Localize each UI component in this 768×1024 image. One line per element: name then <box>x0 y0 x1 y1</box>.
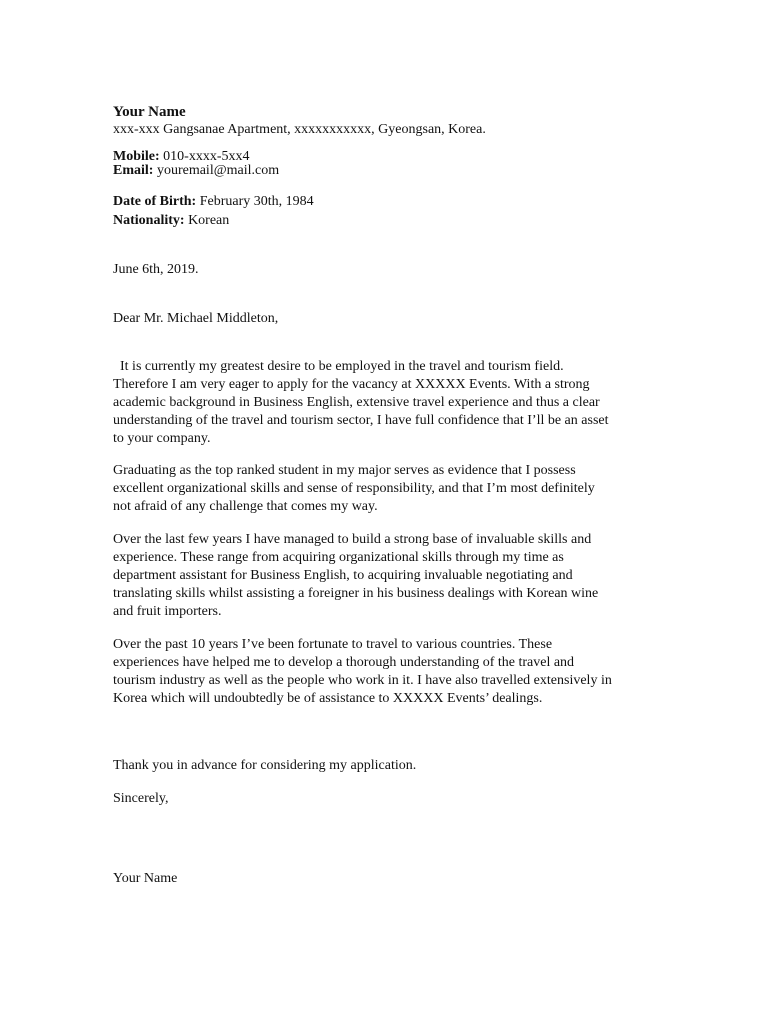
body-paragraph-1 <box>113 358 658 448</box>
letter-page <box>113 0 658 1024</box>
paragraph-line: Over the past 10 years I’ve been fortunate to travel to various countries. These <box>113 637 553 652</box>
sender-address: xxx-xxx Gangsanae Apartment, xxxxxxxxxxx, Gyeongsan, Korea. <box>113 122 486 137</box>
email-line <box>113 162 279 179</box>
sender-name: Your Name <box>113 104 186 120</box>
body-paragraph-4 <box>113 636 658 708</box>
paragraph-line: It is currently my greatest desire to be employed in the travel and tourism field. <box>113 359 564 374</box>
dob-label: Date of Birth: <box>113 194 197 209</box>
paragraph-line: and fruit importers. <box>113 604 222 619</box>
email-label: Email: <box>113 163 154 178</box>
nationality-line <box>113 212 229 229</box>
paragraph-line: experiences have helped me to develop a thorough understanding of the travel and <box>113 655 575 670</box>
paragraph-line: experience. These range from acquiring organizational skills through my time as <box>113 550 564 565</box>
paragraph-line: Therefore I am very eager to apply for the vacancy at XXXXX Events. With a strong <box>113 377 590 392</box>
paragraph-line: academic background in Business English, extensive travel experience and thus a clear <box>113 395 600 410</box>
letter-date: June 6th, 2019. <box>113 262 199 277</box>
dob-line <box>113 193 314 210</box>
mobile-label: Mobile: <box>113 149 160 164</box>
paragraph-line: translating skills whilst assisting a foreigner in his business dealings with Korean wine <box>113 586 599 601</box>
body-paragraph-3 <box>113 531 658 621</box>
paragraph-line: Korea which will undoubtedly be of assistance to XXXXX Events’ dealings. <box>113 691 543 706</box>
paragraph-line: not afraid of any challenge that comes my way. <box>113 499 378 514</box>
paragraph-line: Over the last few years I have managed to build a strong base of invaluable skills and <box>113 532 592 547</box>
paragraph-line: department assistant for Business English, to acquiring invaluable negotiating and <box>113 568 573 583</box>
closing: Sincerely, <box>113 791 169 806</box>
signature-name: Your Name <box>113 871 178 886</box>
body-paragraph-2 <box>113 462 658 516</box>
salutation: Dear Mr. Michael Middleton, <box>113 311 279 326</box>
paragraph-line: understanding of the travel and tourism sector, I have full confidence that I’ll be an asset <box>113 413 609 428</box>
email-value: youremail@mail.com <box>156 163 280 178</box>
paragraph-line: excellent organizational skills and sense of responsibility, and that I’m most definitely <box>113 481 595 496</box>
paragraph-line: tourism industry as well as the people who work in it. I have also travelled extensively in <box>113 673 612 688</box>
paragraph-line: to your company. <box>113 431 211 446</box>
nationality-label: Nationality: <box>113 213 185 228</box>
mobile-value: 010-xxxx-5xx4 <box>163 149 250 164</box>
nationality-value: Korean <box>188 213 230 228</box>
thanks-line: Thank you in advance for considering my application. <box>113 758 417 773</box>
paragraph-line: Graduating as the top ranked student in my major serves as evidence that I possess <box>113 463 576 478</box>
dob-value: February 30th, 1984 <box>199 194 314 209</box>
